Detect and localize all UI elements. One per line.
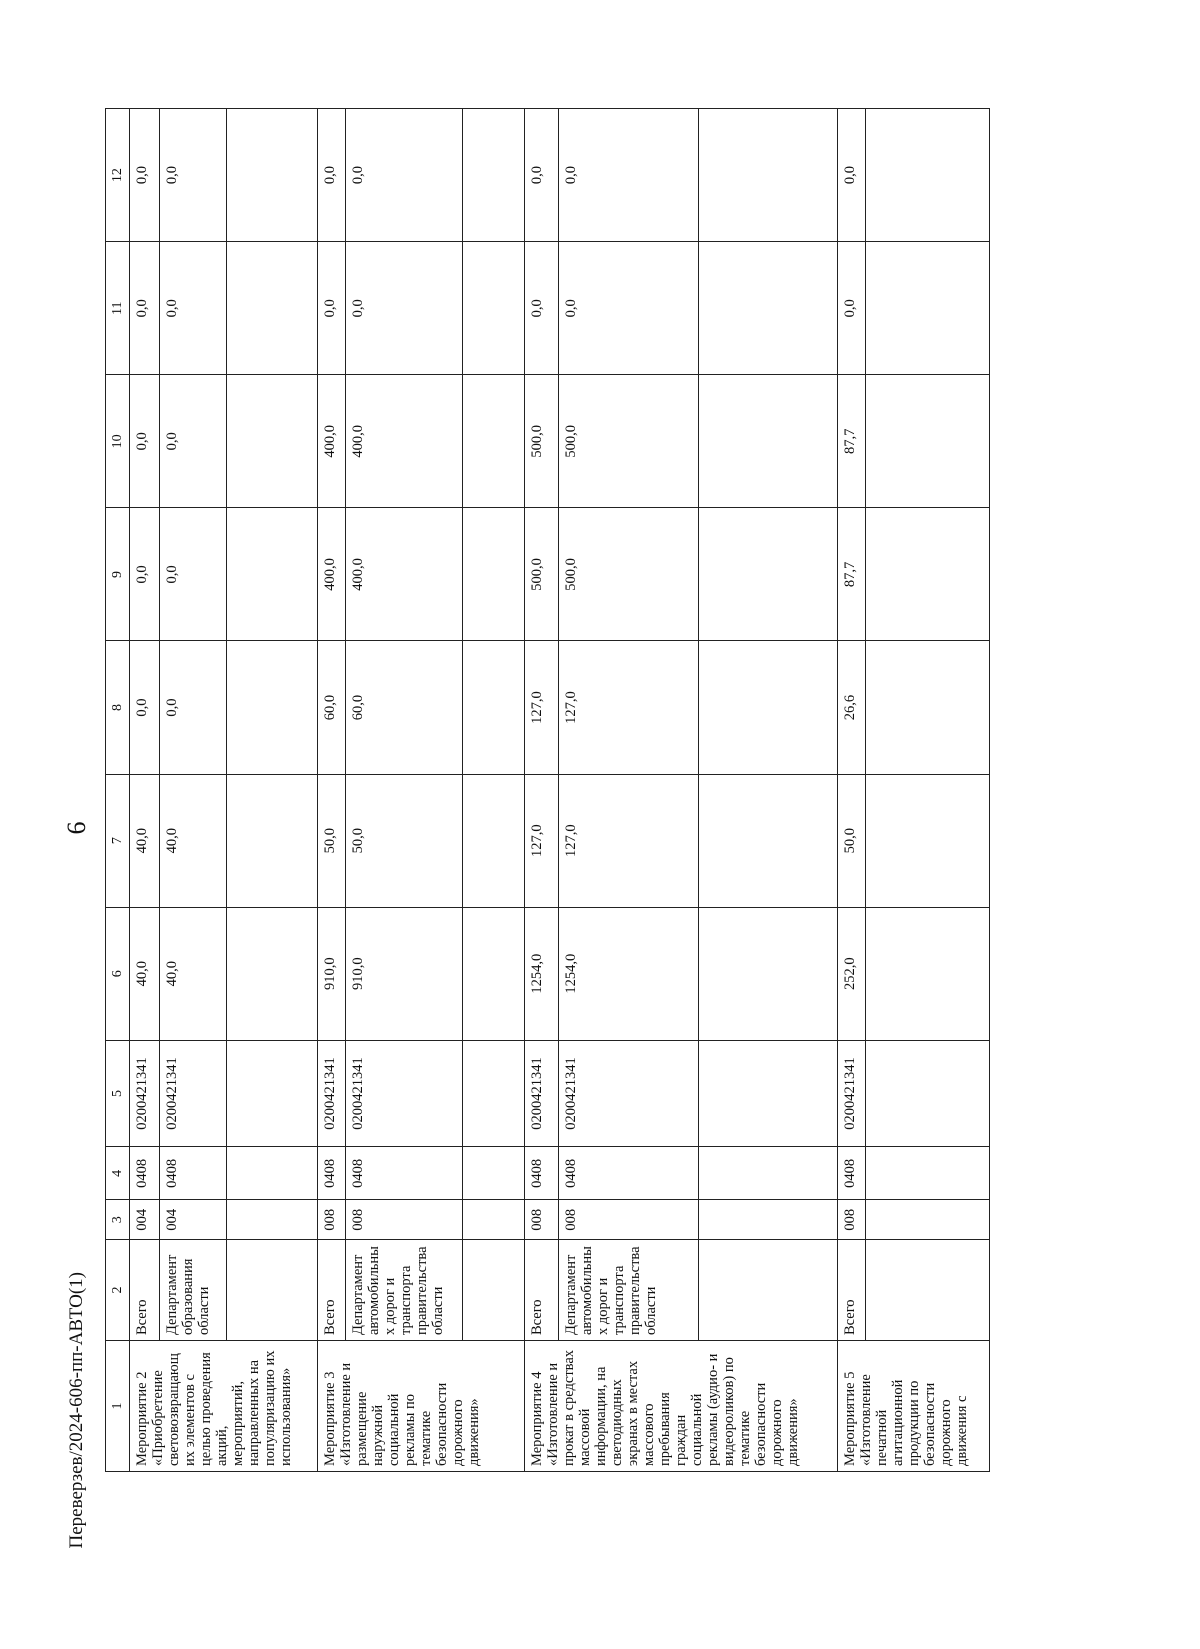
- row-label: Всего: [525, 1239, 558, 1340]
- cell-value: 0,0: [159, 375, 226, 508]
- column-header: 9: [106, 508, 130, 641]
- cell-value: 0200421341: [558, 1040, 698, 1146]
- cell-value: 008: [318, 1200, 346, 1239]
- executor-label: Департамент автомобильных дорог и транспорта правительства области: [346, 1239, 463, 1340]
- cell-value: 40,0: [130, 907, 159, 1040]
- cell-value: 0,0: [159, 109, 226, 242]
- column-header: 5: [106, 1040, 130, 1146]
- empty-cell: [865, 1200, 989, 1239]
- cell-value: 0,0: [837, 242, 865, 375]
- column-header: 10: [106, 375, 130, 508]
- executor-label: Департамент автомобильных дорог и транспорта правительства области: [558, 1239, 698, 1340]
- cell-value: 910,0: [346, 907, 463, 1040]
- empty-cell: [226, 774, 318, 907]
- empty-cell: [226, 375, 318, 508]
- empty-cell: [698, 375, 837, 508]
- cell-value: 910,0: [318, 907, 346, 1040]
- cell-value: 127,0: [558, 641, 698, 774]
- cell-value: 127,0: [525, 774, 558, 907]
- cell-value: 004: [159, 1200, 226, 1239]
- cell-value: 0,0: [130, 109, 159, 242]
- cell-value: 127,0: [525, 641, 558, 774]
- empty-cell: [462, 242, 524, 375]
- cell-value: 0200421341: [837, 1040, 865, 1146]
- empty-cell: [865, 508, 989, 641]
- cell-value: 1254,0: [525, 907, 558, 1040]
- cell-value: 0200421341: [525, 1040, 558, 1146]
- measure-name-cell: Мероприятие 2 «Приобретение световозвращающих элементов с целью проведения акций, мероприятий, направленных на популяризацию их использования»: [130, 1341, 318, 1472]
- cell-value: 0408: [318, 1147, 346, 1200]
- cell-value: 0408: [837, 1147, 865, 1200]
- column-header: 7: [106, 774, 130, 907]
- table-row-spacer: [865, 109, 989, 1472]
- cell-value: 1254,0: [558, 907, 698, 1040]
- measure-name-cell: Мероприятие 4 «Изготовление и прокат в средствах массовой информации, на светодиодных экранах в местах массового пребывания граждан социальной рекламы (аудио- и видеороликов) по тематике безопасности дорожного движения»: [525, 1341, 837, 1472]
- budget-table: [105, 108, 990, 1472]
- column-header: 12: [106, 109, 130, 242]
- empty-cell: [462, 1040, 524, 1146]
- cell-value: 0,0: [346, 109, 463, 242]
- cell-value: 60,0: [318, 641, 346, 774]
- cell-value: 0408: [130, 1147, 159, 1200]
- measure-name-cell: Мероприятие 3 «Изготовление и размещение наружной социальной рекламы по тематике безопасности дорожного движения»: [318, 1341, 525, 1472]
- cell-value: 400,0: [346, 508, 463, 641]
- row-label: Всего: [130, 1239, 159, 1340]
- cell-value: 0408: [159, 1147, 226, 1200]
- cell-value: 0,0: [159, 641, 226, 774]
- empty-cell: [865, 242, 989, 375]
- table-row-executor: [159, 109, 226, 1472]
- empty-cell: [462, 1147, 524, 1200]
- empty-cell: [462, 907, 524, 1040]
- cell-value: 500,0: [558, 375, 698, 508]
- cell-value: 400,0: [318, 508, 346, 641]
- row-label: Всего: [837, 1239, 865, 1340]
- empty-cell: [462, 1200, 524, 1239]
- empty-cell: [462, 508, 524, 641]
- empty-cell: [698, 1200, 837, 1239]
- cell-value: 008: [346, 1200, 463, 1239]
- cell-value: 0408: [525, 1147, 558, 1200]
- empty-cell: [865, 1239, 989, 1340]
- cell-value: 50,0: [837, 774, 865, 907]
- table-row-total: [837, 109, 865, 1472]
- empty-cell: [462, 1239, 524, 1340]
- column-header: 4: [106, 1147, 130, 1200]
- cell-value: 008: [837, 1200, 865, 1239]
- cell-value: 252,0: [837, 907, 865, 1040]
- empty-cell: [226, 1200, 318, 1239]
- cell-value: 0,0: [159, 508, 226, 641]
- table-row-spacer: [226, 109, 318, 1472]
- column-header: 8: [106, 641, 130, 774]
- cell-value: 008: [558, 1200, 698, 1239]
- cell-value: 0,0: [346, 242, 463, 375]
- document-footer-code: Переверзев/2024-606-пп-АВТО(1): [66, 1272, 87, 1549]
- empty-cell: [698, 109, 837, 242]
- cell-value: 008: [525, 1200, 558, 1239]
- page-number: 6: [62, 821, 91, 835]
- cell-value: 60,0: [346, 641, 463, 774]
- empty-cell: [865, 375, 989, 508]
- column-number-row: [106, 109, 130, 1472]
- row-label: Всего: [318, 1239, 346, 1340]
- empty-cell: [698, 508, 837, 641]
- cell-value: 500,0: [525, 508, 558, 641]
- cell-value: 87,7: [837, 375, 865, 508]
- empty-cell: [462, 641, 524, 774]
- cell-value: 26,6: [837, 641, 865, 774]
- empty-cell: [698, 641, 837, 774]
- cell-value: 40,0: [159, 907, 226, 1040]
- empty-cell: [865, 774, 989, 907]
- table-row-total: [130, 109, 159, 1472]
- empty-cell: [462, 774, 524, 907]
- cell-value: 0,0: [159, 242, 226, 375]
- empty-cell: [865, 1147, 989, 1200]
- cell-value: 87,7: [837, 508, 865, 641]
- table-row-executor: [346, 109, 463, 1472]
- cell-value: 0408: [558, 1147, 698, 1200]
- cell-value: 50,0: [346, 774, 463, 907]
- empty-cell: [698, 774, 837, 907]
- cell-value: 50,0: [318, 774, 346, 907]
- cell-value: 40,0: [130, 774, 159, 907]
- empty-cell: [698, 1239, 837, 1340]
- cell-value: 0,0: [318, 109, 346, 242]
- cell-value: 0200421341: [159, 1040, 226, 1146]
- cell-value: 0,0: [837, 109, 865, 242]
- cell-value: 0,0: [130, 508, 159, 641]
- empty-cell: [226, 1239, 318, 1340]
- table-row-spacer: [462, 109, 524, 1472]
- cell-value: 0,0: [130, 242, 159, 375]
- cell-value: 400,0: [346, 375, 463, 508]
- cell-value: 0,0: [130, 375, 159, 508]
- column-header: 2: [106, 1239, 130, 1340]
- cell-value: 0200421341: [346, 1040, 463, 1146]
- cell-value: 500,0: [525, 375, 558, 508]
- cell-value: 0,0: [130, 641, 159, 774]
- cell-value: 127,0: [558, 774, 698, 907]
- cell-value: 500,0: [558, 508, 698, 641]
- empty-cell: [698, 1040, 837, 1146]
- empty-cell: [462, 109, 524, 242]
- empty-cell: [226, 907, 318, 1040]
- column-header: 3: [106, 1200, 130, 1239]
- cell-value: 400,0: [318, 375, 346, 508]
- empty-cell: [698, 242, 837, 375]
- empty-cell: [698, 1147, 837, 1200]
- executor-label: Департамент образования области: [159, 1239, 226, 1340]
- cell-value: 004: [130, 1200, 159, 1239]
- empty-cell: [698, 907, 837, 1040]
- cell-value: 0,0: [558, 109, 698, 242]
- empty-cell: [865, 641, 989, 774]
- column-header: 1: [106, 1341, 130, 1472]
- empty-cell: [865, 1040, 989, 1146]
- empty-cell: [462, 375, 524, 508]
- cell-value: 0,0: [318, 242, 346, 375]
- table-row-total: [525, 109, 558, 1472]
- empty-cell: [226, 1147, 318, 1200]
- cell-value: 0200421341: [318, 1040, 346, 1146]
- empty-cell: [865, 907, 989, 1040]
- cell-value: 0,0: [525, 242, 558, 375]
- cell-value: 0,0: [558, 242, 698, 375]
- table-row-executor: [558, 109, 698, 1472]
- empty-cell: [865, 109, 989, 242]
- cell-value: 40,0: [159, 774, 226, 907]
- table-row-spacer: [698, 109, 837, 1472]
- cell-value: 0408: [346, 1147, 463, 1200]
- cell-value: 0,0: [525, 109, 558, 242]
- empty-cell: [226, 109, 318, 242]
- empty-cell: [226, 508, 318, 641]
- empty-cell: [226, 641, 318, 774]
- empty-cell: [226, 242, 318, 375]
- cell-value: 0200421341: [130, 1040, 159, 1146]
- column-header: 11: [106, 242, 130, 375]
- measure-name-cell: Мероприятие 5 «Изготовление печатной агитационной продукции по безопасности дорожного движения с: [837, 1341, 989, 1472]
- empty-cell: [226, 1040, 318, 1146]
- column-header: 6: [106, 907, 130, 1040]
- table-row-total: [318, 109, 346, 1472]
